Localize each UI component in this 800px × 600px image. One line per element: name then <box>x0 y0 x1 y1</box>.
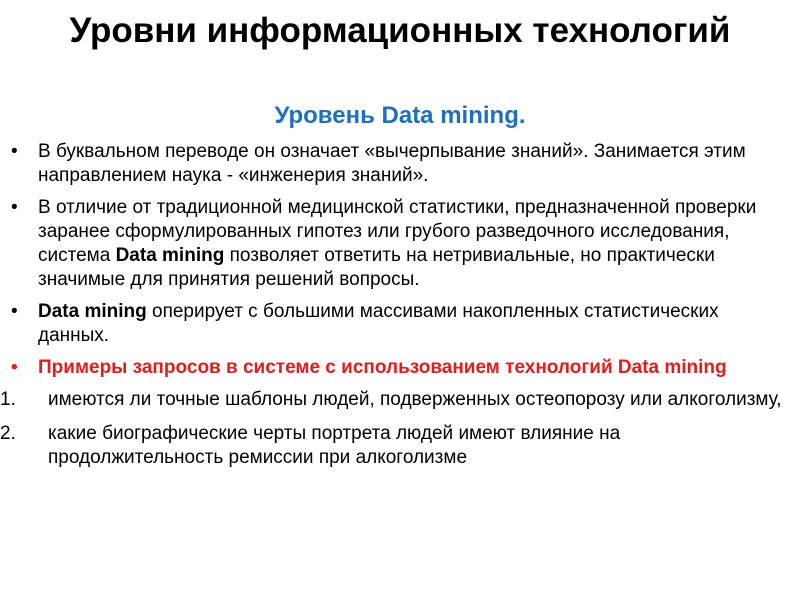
bullet-item-highlight <box>0 356 800 380</box>
slide-subtitle: Уровень Data mining. <box>274 102 526 129</box>
numbered-item <box>0 422 800 470</box>
bullet-dot: • <box>11 357 18 378</box>
numbered-text: какие биографические черты портрета людей имеют влияние на продолжительность ремиссии при алкоголизме <box>48 423 621 468</box>
item-number: 1. <box>0 389 16 410</box>
bullet-item <box>0 140 800 188</box>
bullet-text-pre: В отличие от традиционной медицинской статистики, предназначенной проверки заранее сформулированных гипотез или грубого разведочного исследования, система <box>38 197 757 266</box>
bullet-dot: • <box>11 301 18 322</box>
numbered-item <box>0 388 800 412</box>
numbered-text: имеются ли точные шаблоны людей, подверженных остеопорозу или алкоголизму, <box>48 389 782 410</box>
bullet-text: В буквальном переводе он означает «вычерпывание знаний». Занимается этим направлением наука - «инженерия знаний». <box>38 141 746 186</box>
bullet-text-post: позволяет ответить на нетривиальные, но практически значимые для принятия решений вопросы. <box>38 245 715 290</box>
bullet-dot: • <box>11 197 18 218</box>
bullet-dot: • <box>11 141 18 162</box>
bullet-item <box>0 196 800 292</box>
bullet-text-post: оперирует с большими массивами накопленных статистических данных. <box>38 301 719 346</box>
slide-title: Уровни информационных технологий <box>69 11 731 50</box>
item-number: 2. <box>0 423 16 444</box>
bullet-text: Примеры запросов в системе с использованием технологий Data mining <box>38 357 727 378</box>
bullet-text-bold: Data mining <box>115 245 225 266</box>
bullet-list <box>0 140 800 480</box>
bullet-text-bold: Data mining <box>38 301 147 322</box>
bullet-item <box>0 300 800 348</box>
